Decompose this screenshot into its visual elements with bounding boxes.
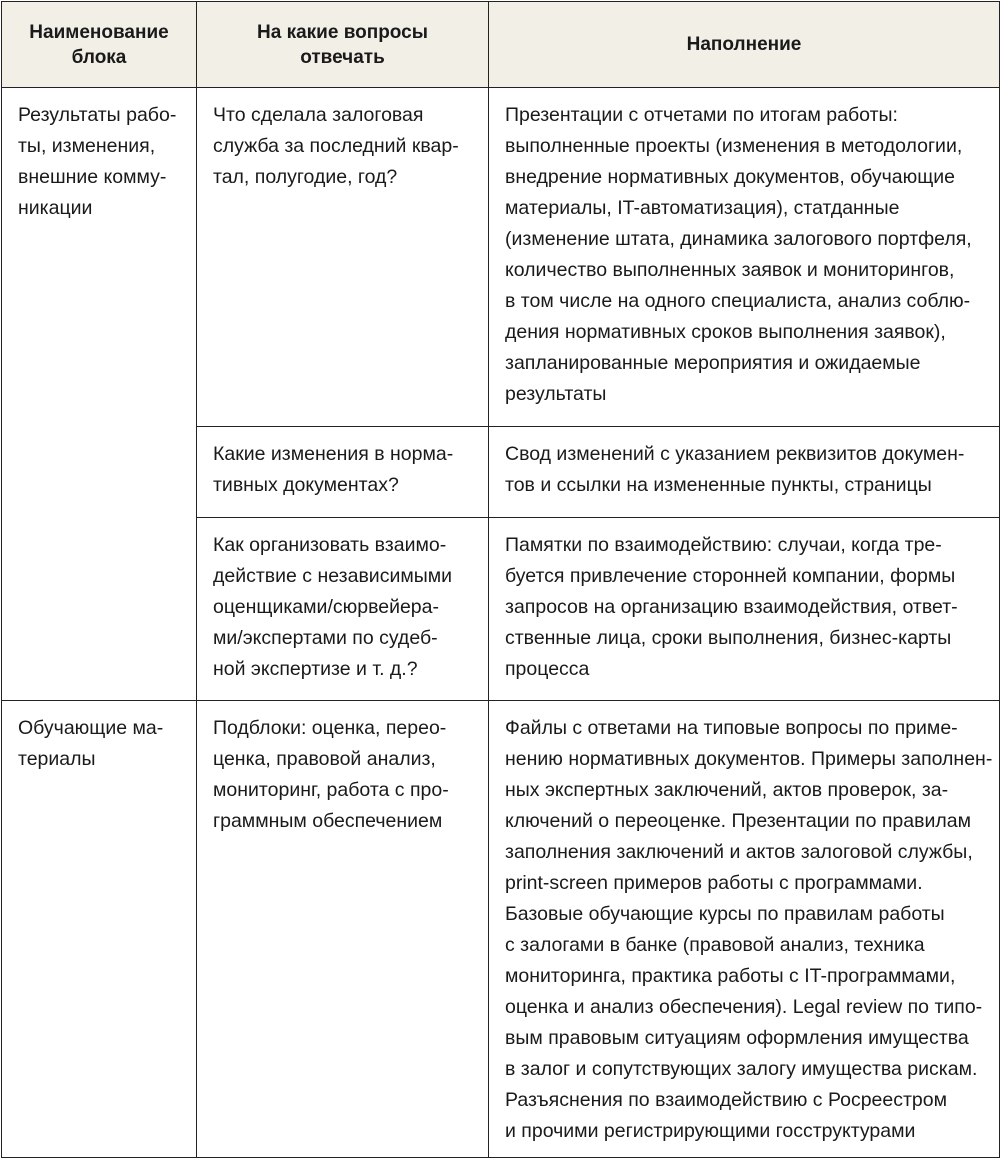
header-text-line: отвечать [300,46,385,68]
header-text-line: блока [71,46,127,68]
text-line: ми/экспертами по судеб- [213,627,438,649]
text-line: в том числе на одного специалиста, анализ соблю- [505,290,971,312]
header-block-name [2,2,197,88]
text-line: print-screen примеров работы с программами. [505,872,923,894]
text-line: запросов на организацию взаимодействия, ответ- [505,596,958,618]
text-line: действие с независимыми [213,565,453,587]
text-line: Свод изменений с указанием реквизитов докумен- [505,443,965,465]
text-line: Файлы с ответами на типовые вопросы по приме- [505,717,958,739]
question-cell [197,88,489,427]
header-text-line: Наименование [29,21,169,43]
text-line: количество выполненных заявок и мониторингов, [505,259,955,281]
header-text-line: На какие вопросы [257,21,428,43]
table-row [2,701,1000,1158]
text-line: нению нормативных документов. Примеры заполнен- [505,748,993,770]
content-cell [489,518,1000,701]
header-questions [197,2,489,88]
text-line: запланированные мероприятия и ожидаемые [505,352,921,374]
question-cell [197,518,489,701]
table-body [2,88,1000,1158]
text-line: оценщиками/сюрвейера- [213,596,439,618]
text-line: граммным обеспечением [213,810,443,832]
question-cell [197,701,489,1158]
text-line: мониторинг, работа с про- [213,779,449,801]
text-line: материалы, IT-автоматизация), статданные [505,197,900,219]
text-line: в залог и сопутствующих залогу имущества рискам. [505,1058,978,1080]
table-row [2,88,1000,427]
block-name-cell [2,701,197,1158]
text-line: Обучающие ма- [18,717,164,739]
text-line: тал, полугодие, год? [213,166,398,188]
text-line: служба за последний квар- [213,135,459,157]
text-line: Базовые обучающие курсы по правилам работы [505,903,945,925]
text-line: териалы [18,748,96,770]
text-line: никации [18,197,93,219]
text-line: внедрение нормативных документов, обучающие [505,166,955,188]
text-line: (изменение штата, динамика залогового портфеля, [505,228,972,250]
text-line: ной экспертизе и т. д.? [213,658,418,680]
table-header [2,2,1000,88]
text-line: дения нормативных сроков выполнения заявок), [505,321,946,343]
text-line: и прочими регистрирующими госструктурами [505,1120,916,1142]
text-line: Разъяснения по взаимодействию с Росреестром [505,1089,948,1111]
question-cell [197,427,489,518]
text-line: Памятки по взаимодействию: случаи, когда тре- [505,534,942,556]
text-line: оценка и анализ обеспечения). Legal review по типо- [505,996,983,1018]
text-line: процесса [505,658,590,680]
text-line: заполнения заключений и актов залоговой службы, [505,841,973,863]
text-line: вым правовым ситуациям оформления имущества [505,1027,969,1049]
text-line: ты, изменения, [18,135,156,157]
text-line: Результаты рабо- [18,104,177,126]
text-line: ключений о переоценке. Презентации по правилам [505,810,971,832]
block-name-cell [2,88,197,701]
text-line: тивных документах? [213,474,399,496]
text-line: с залогами в банке (правовой анализ, техника [505,934,925,956]
content-cell [489,427,1000,518]
text-line: ценка, правовой анализ, [213,748,436,770]
text-line: Какие изменения в норма- [213,443,454,465]
text-line: Что сделала залоговая [213,104,424,126]
header-content [489,2,1000,88]
text-line: Презентации с отчетами по итогам работы: [505,104,898,126]
text-line: тов и ссылки на измененные пункты, страницы [505,474,932,496]
text-line: результаты [505,383,607,405]
text-line: ных экспертных заключений, актов проверок, за- [505,779,949,801]
text-line: ственные лица, сроки выполнения, бизнес-карты [505,627,952,649]
header-text-line: Наполнение [686,34,802,55]
info-table [1,1,1000,1158]
text-line: Как организовать взаимо- [213,534,447,556]
content-cell [489,701,1000,1158]
text-line: Подблоки: оценка, перео- [213,717,447,739]
header-row [2,2,1000,88]
text-line: мониторинга, практика работы с IT-программами, [505,965,956,987]
text-line: буется привлечение сторонней компании, формы [505,565,956,587]
text-line: внешние комму- [18,166,167,188]
text-line: выполненные проекты (изменения в методологии, [505,135,963,157]
content-cell [489,88,1000,427]
